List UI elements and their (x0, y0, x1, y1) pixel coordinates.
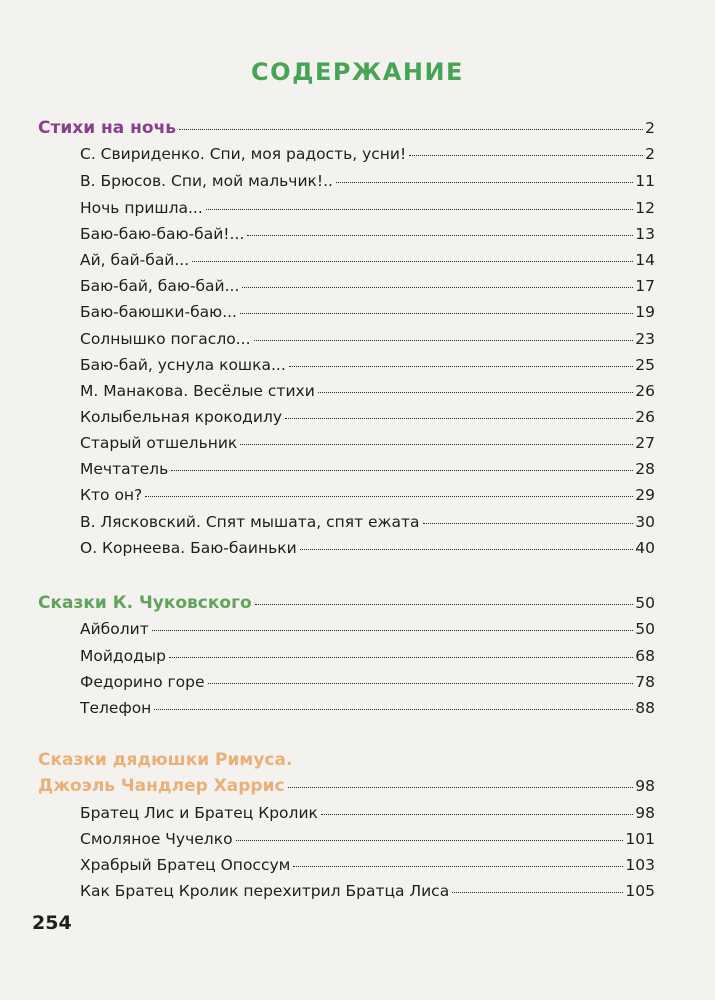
toc-entry[interactable] (80, 382, 655, 400)
entry-title: Баю-баю-баю-бай!... (80, 225, 245, 243)
dot-leader (423, 523, 634, 524)
entry-title: Ночь пришла... (80, 199, 203, 217)
entry-title: Телефон (80, 699, 152, 717)
toc-entry[interactable] (80, 225, 655, 243)
dot-leader (240, 444, 633, 445)
dot-leader (409, 155, 643, 156)
page-number: 98 (635, 804, 655, 822)
page-number: 19 (635, 303, 655, 321)
toc-entry[interactable] (80, 356, 655, 374)
section-title: Сказки К. Чуковского (38, 593, 252, 613)
entry-title: Баю-бай, уснула кошка... (80, 356, 286, 374)
dot-leader (255, 604, 634, 605)
toc-section-uncle-remus[interactable] (38, 776, 655, 796)
toc-entry[interactable] (80, 882, 655, 900)
page-number: 30 (635, 513, 655, 531)
toc-entry[interactable] (80, 486, 655, 504)
page-number: 105 (625, 882, 655, 900)
section-title: Стихи на ночь (38, 118, 177, 138)
entry-title: Мойдодыр (80, 647, 166, 665)
dot-leader (452, 892, 623, 893)
dot-leader (293, 866, 623, 867)
dot-leader (152, 630, 634, 631)
entry-title: Айболит (80, 620, 149, 638)
dot-leader (236, 840, 624, 841)
dot-leader (300, 549, 634, 550)
toc-entry[interactable] (80, 434, 655, 452)
page-number: 88 (635, 699, 655, 717)
entry-title: Кто он? (80, 486, 143, 504)
section-title-line-2: Джоэль Чандлер Харрис (38, 776, 285, 796)
entry-title: В. Лясковский. Спят мышата, спят ежата (80, 513, 420, 531)
dot-leader (242, 287, 633, 288)
entry-title: О. Корнеева. Баю-баиньки (80, 539, 297, 557)
toc-entry[interactable] (80, 830, 655, 848)
entry-title: Баю-бай, баю-бай... (80, 277, 240, 295)
toc-section-chukovsky[interactable] (38, 593, 655, 613)
page-number: 29 (635, 486, 655, 504)
dot-leader (285, 418, 633, 419)
entry-title: М. Манакова. Весёлые стихи (80, 382, 315, 400)
toc-entry[interactable] (80, 199, 655, 217)
dot-leader (145, 496, 633, 497)
dot-leader (254, 340, 634, 341)
dot-leader (171, 470, 633, 471)
page-number: 27 (635, 434, 655, 452)
toc-entry[interactable] (80, 699, 655, 717)
page-number: 2 (645, 119, 655, 137)
page-number: 28 (635, 460, 655, 478)
toc-entry[interactable] (80, 408, 655, 426)
toc-entry[interactable] (80, 539, 655, 557)
entry-title: В. Брюсов. Спи, мой мальчик!.. (80, 172, 333, 190)
toc-entry[interactable] (80, 620, 655, 638)
entry-title: Смоляное Чучелко (80, 830, 233, 848)
toc-entry[interactable] (80, 172, 655, 190)
entry-title: Колыбельная крокодилу (80, 408, 283, 426)
toc-entry[interactable] (80, 460, 655, 478)
toc-entry[interactable] (80, 647, 655, 665)
page-number: 26 (635, 382, 655, 400)
page-number: 13 (635, 225, 655, 243)
page-number: 50 (635, 594, 655, 612)
entry-title: Ай, бай-бай... (80, 251, 190, 269)
page-number: 40 (635, 539, 655, 557)
entry-title: С. Свириденко. Спи, моя радость, усни! (80, 145, 407, 163)
entry-title: Как Братец Кролик перехитрил Братца Лиса (80, 882, 450, 900)
toc-entry[interactable] (80, 804, 655, 822)
entry-title: Братец Лис и Братец Кролик (80, 804, 318, 822)
dot-leader (208, 683, 634, 684)
page-number: 14 (635, 251, 655, 269)
page-number: 50 (635, 620, 655, 638)
toc-section-bedtime-poems[interactable] (38, 118, 655, 138)
page-number: 25 (635, 356, 655, 374)
entry-title: Баю-баюшки-баю... (80, 303, 237, 321)
entry-title: Храбрый Братец Опоссум (80, 856, 291, 874)
page-number: 101 (625, 830, 655, 848)
dot-leader (206, 209, 633, 210)
page-number: 68 (635, 647, 655, 665)
dot-leader (318, 392, 633, 393)
section-title-line-1[interactable]: Сказки дядюшки Римуса. (38, 750, 293, 770)
dot-leader (321, 814, 633, 815)
page-number: 26 (635, 408, 655, 426)
dot-leader (240, 313, 633, 314)
toc-entry[interactable] (80, 513, 655, 531)
page-number: 17 (635, 277, 655, 295)
page-title: СОДЕРЖАНИЕ (251, 58, 464, 86)
page-number: 78 (635, 673, 655, 691)
toc-entry[interactable] (80, 330, 655, 348)
toc-entry[interactable] (80, 277, 655, 295)
toc-entry[interactable] (80, 303, 655, 321)
entry-title: Федорино горе (80, 673, 205, 691)
dot-leader (288, 787, 634, 788)
dot-leader (247, 235, 633, 236)
entry-title: Мечтатель (80, 460, 169, 478)
page-number: 98 (635, 777, 655, 795)
toc-entry[interactable] (80, 856, 655, 874)
toc-entry[interactable] (80, 251, 655, 269)
dot-leader (179, 129, 643, 130)
page-folio-number: 254 (32, 912, 72, 934)
dot-leader (289, 366, 634, 367)
page-number: 23 (635, 330, 655, 348)
dot-leader (154, 709, 633, 710)
entry-title: Старый отшельник (80, 434, 238, 452)
page-number: 2 (645, 145, 655, 163)
page-number: 11 (635, 172, 655, 190)
dot-leader (169, 657, 633, 658)
toc-entry[interactable] (80, 673, 655, 691)
dot-leader (192, 261, 633, 262)
dot-leader (336, 182, 633, 183)
entry-title: Солнышко погасло... (80, 330, 251, 348)
toc-entry[interactable] (80, 145, 655, 163)
page-number: 12 (635, 199, 655, 217)
page-number: 103 (625, 856, 655, 874)
